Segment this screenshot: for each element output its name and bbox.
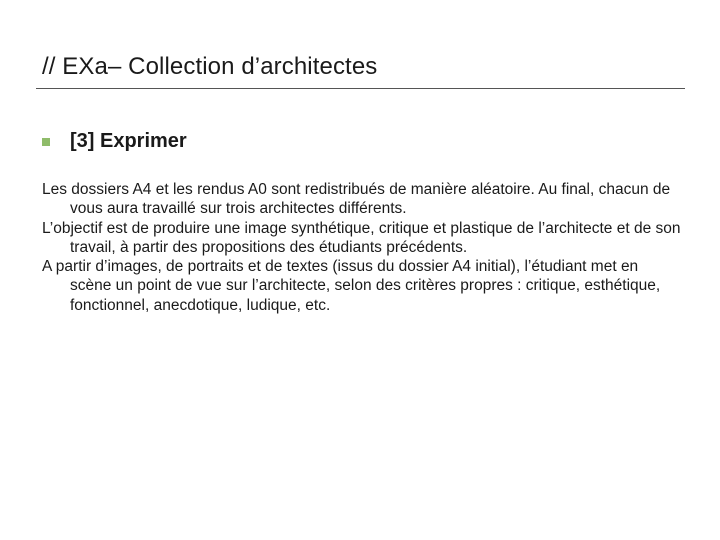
body-text: [42, 180, 682, 315]
paragraph: A partir d’images, de portraits et de textes (issus du dossier A4 initial), l’étudiant met en scène un point de vue sur l’architecte, selon des critères propres : critique, esthétique, fonctionnel, anecdotique, ludique, etc.: [42, 258, 661, 314]
paragraph: Les dossiers A4 et les rendus A0 sont redistribués de manière aléatoire. Au final, chacun de vous aura travaillé sur trois architectes différents.: [42, 181, 671, 218]
section-bullet: [42, 130, 187, 153]
title-divider: [36, 88, 685, 89]
section-heading: [3] Exprimer: [70, 130, 187, 152]
slide-title: // EXa– Collection d’architectes: [42, 53, 378, 80]
paragraph: L’objectif est de produire une image synthétique, critique et plastique de l’architecte et de son travail, à partir des propositions des étudiants précédents.: [42, 219, 681, 256]
square-bullet-icon: [42, 138, 50, 146]
